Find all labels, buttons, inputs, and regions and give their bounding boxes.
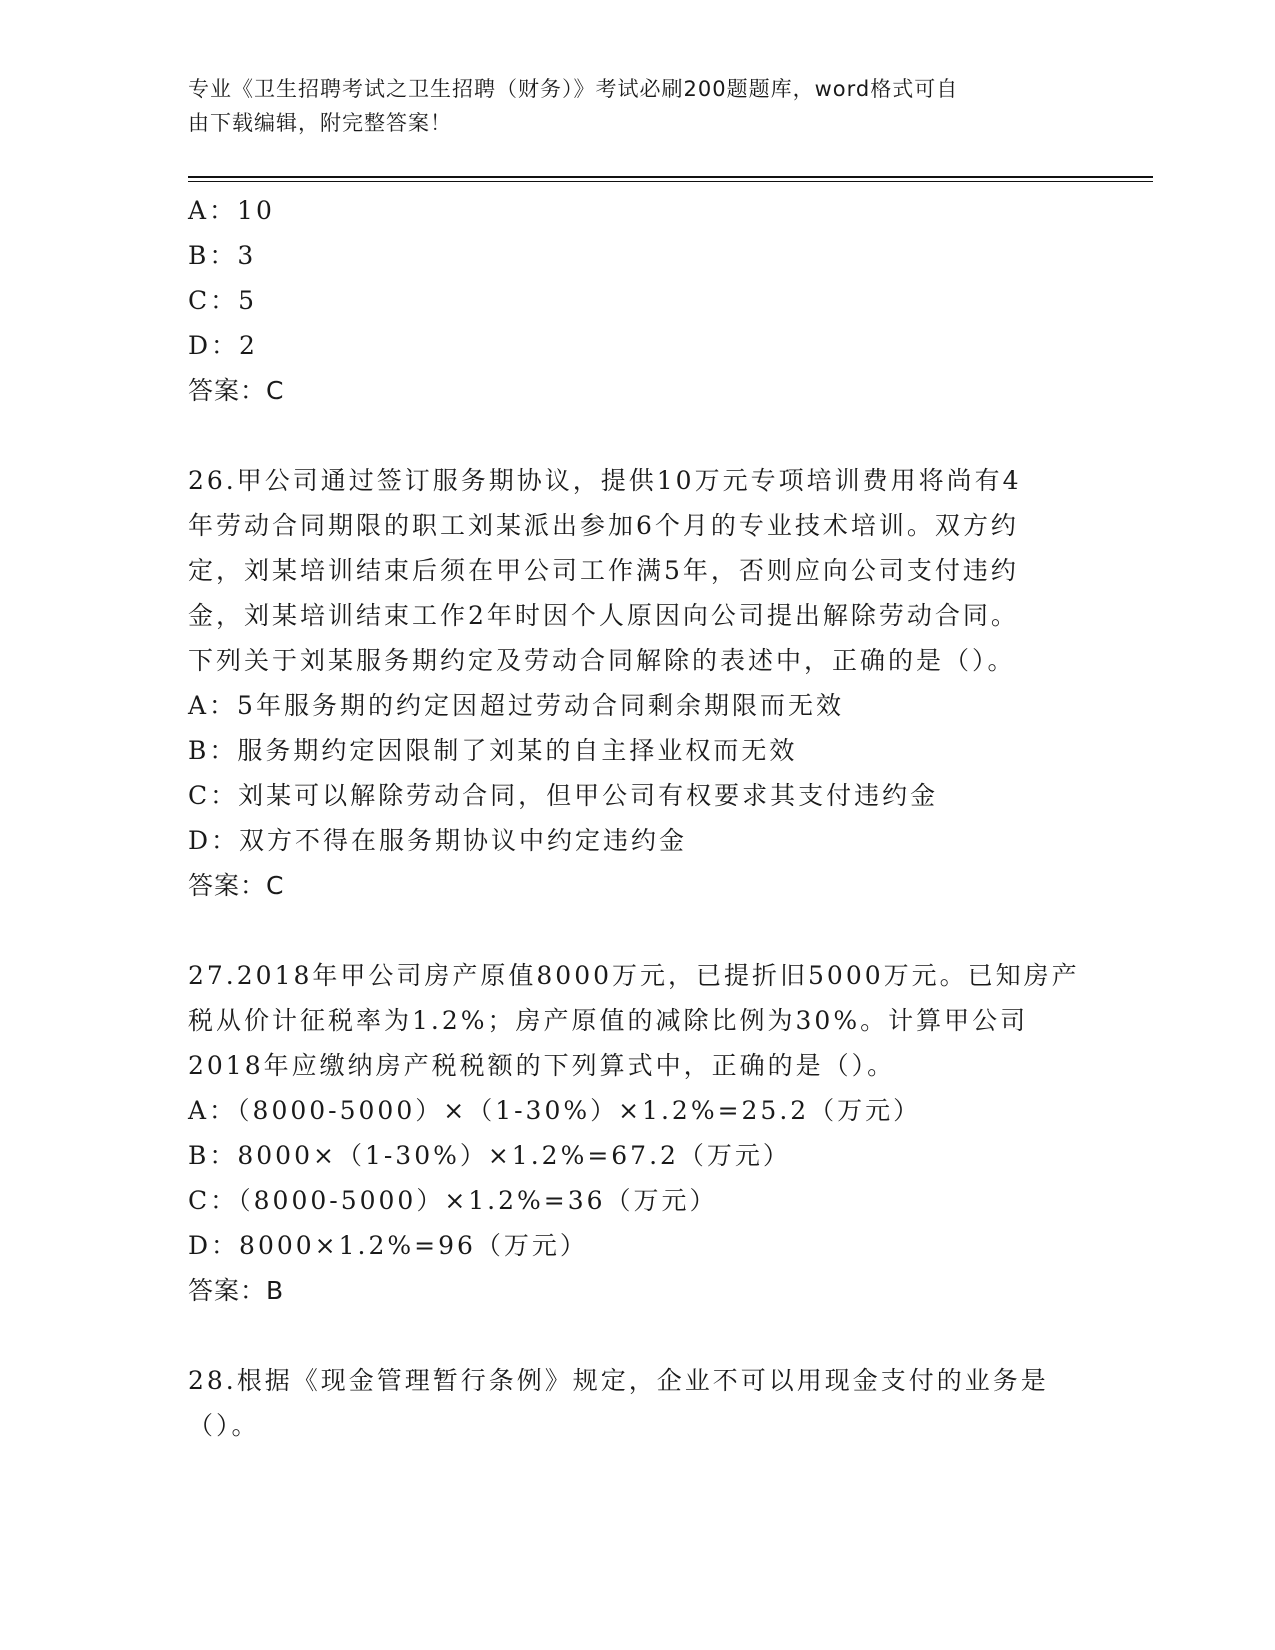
question-27 bbox=[188, 953, 1088, 1313]
question-text-line: （）。 bbox=[188, 1411, 260, 1440]
option-d: D：双方不得在服务期协议中约定违约金 bbox=[188, 826, 688, 855]
header-line-2: 由下载编辑，附完整答案！ bbox=[188, 111, 452, 135]
option-b: B：3 bbox=[188, 241, 257, 270]
question-28 bbox=[188, 1358, 1088, 1448]
question-text-line: 税从价计征税率为1.2%；房产原值的减除比例为30%。计算甲公司 bbox=[188, 1006, 1029, 1035]
question-text-line: 26.甲公司通过签订服务期协议，提供10万元专项培训费用将尚有4 bbox=[188, 466, 1022, 495]
option-a: A：5年服务期的约定因超过劳动合同剩余期限而无效 bbox=[188, 691, 844, 720]
question-26 bbox=[188, 458, 1088, 908]
option-a: A：（8000-5000）×（1-30%）×1.2%=25.2（万元） bbox=[188, 1096, 922, 1125]
spacer bbox=[188, 413, 1088, 458]
option-d: D：2 bbox=[188, 331, 258, 360]
option-a: A：10 bbox=[188, 196, 275, 225]
question-text-line: 27.2018年甲公司房产原值8000万元，已提折旧5000万元。已知房产 bbox=[188, 961, 1080, 990]
question-text-line: 下列关于刘某服务期约定及劳动合同解除的表述中，正确的是（）。 bbox=[188, 646, 1016, 675]
question-text-line: 2018年应缴纳房产税税额的下列算式中，正确的是（）。 bbox=[188, 1051, 896, 1080]
question-text-line: 年劳动合同期限的职工刘某派出参加6个月的专业技术培训。双方约 bbox=[188, 511, 1019, 540]
answer-line: 答案：C bbox=[188, 871, 285, 900]
header-rule-thick bbox=[188, 176, 1153, 178]
header-line-1: 专业《卫生招聘考试之卫生招聘（财务）》考试必刷200题题库，word格式可自 bbox=[188, 77, 959, 101]
spacer bbox=[188, 1313, 1088, 1358]
document-header bbox=[188, 72, 1068, 140]
answer-line: 答案：C bbox=[188, 376, 285, 405]
option-d: D：8000×1.2%=96（万元） bbox=[188, 1231, 588, 1260]
question-25 bbox=[188, 188, 1088, 413]
option-c: C：刘某可以解除劳动合同，但甲公司有权要求其支付违约金 bbox=[188, 781, 939, 810]
option-b: B：服务期约定因限制了刘某的自主择业权而无效 bbox=[188, 736, 798, 765]
option-b: B：8000×（1-30%）×1.2%=67.2（万元） bbox=[188, 1141, 791, 1170]
question-text-line: 金，刘某培训结束工作2年时因个人原因向公司提出解除劳动合同。 bbox=[188, 601, 1019, 630]
answer-line: 答案：B bbox=[188, 1276, 285, 1305]
option-c: C：（8000-5000）×1.2%=36（万元） bbox=[188, 1186, 718, 1215]
header-rule-thin bbox=[188, 181, 1153, 182]
question-list bbox=[188, 188, 1088, 1448]
question-text-line: 28.根据《现金管理暂行条例》规定，企业不可以用现金支付的业务是 bbox=[188, 1366, 1049, 1395]
question-text-line: 定，刘某培训结束后须在甲公司工作满5年，否则应向公司支付违约 bbox=[188, 556, 1019, 585]
option-c: C：5 bbox=[188, 286, 258, 315]
spacer bbox=[188, 908, 1088, 953]
